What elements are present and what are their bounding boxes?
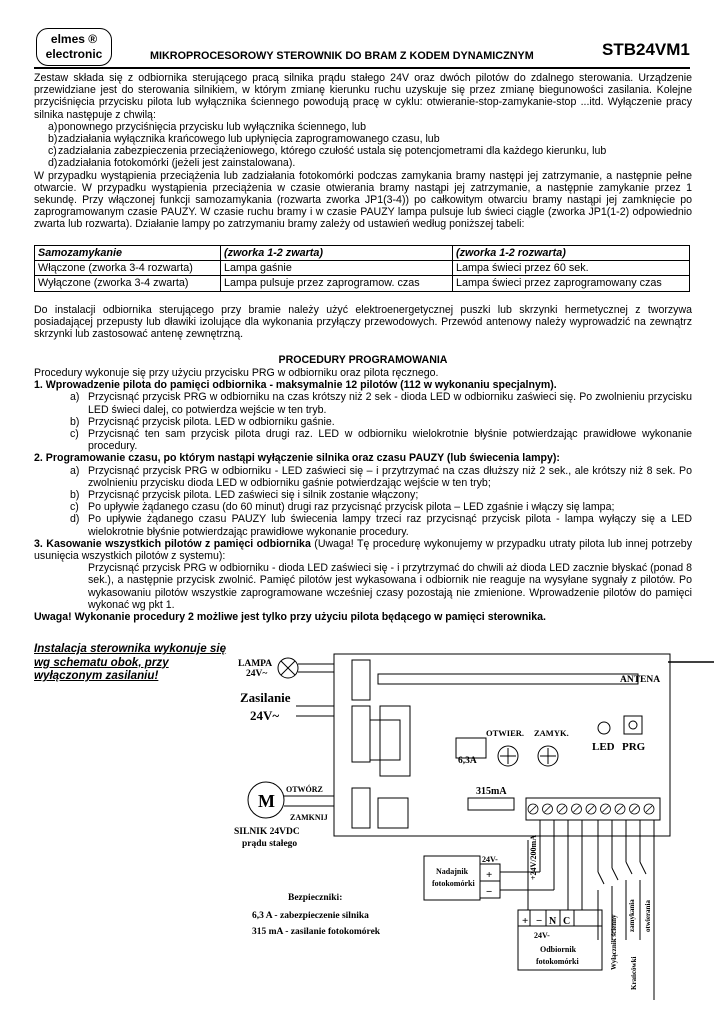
board-strip	[378, 674, 638, 684]
rx-label-1: Odbiornik	[540, 945, 577, 954]
fuse-6a3	[456, 738, 486, 758]
step-3-heading	[34, 538, 692, 562]
intro-paragraph-1: Zestaw składa się z odbiornika sterującego pracą silnika prądu stałego 24V oraz dwóch pilotów do zdalnego sterowania. Urządzenie przewidziane jest do sterowania silnikiem, w którym zmianę kierunku ruchu uzyskuje się przez zmianę biegunowości zasilania. Kolejne przyciśnięcia przycisku pilota lub wyłącznika ściennego powodują pracę w cyklu: otwieranie-stop-zamykanie-stop ...itd. Wyłączenie pracy silnika następuje z chwilą:	[34, 72, 692, 121]
wall-switch-label: Wyłącznik ścienny	[610, 914, 618, 970]
photocell-supply-label: +24V/200mA	[529, 835, 538, 880]
list-item: c) zadziałania zabezpieczenia przeciążeniowego, którego czułość ustala się potencjometrami dla każdego kierunku, lub	[48, 145, 607, 158]
table-cell: Lampa świeci przez 60 sek.	[453, 261, 690, 276]
table-header-row	[35, 246, 690, 261]
antenna-label: ANTENA	[620, 675, 661, 685]
list-item: b) Przycisnąć przycisk pilota. LED w odbiorniku gaśnie.	[70, 415, 335, 428]
product-code: STB24VM1	[602, 40, 690, 59]
header-rule	[34, 67, 690, 69]
table-header-cell: (zworka 1-2 zwarta)	[221, 246, 453, 261]
table-header-cell: (zworka 1-2 rozwarta)	[453, 246, 690, 261]
list-item: d) zadziałania fotokomórki (jeżeli jest zainstalowana).	[48, 157, 296, 170]
motor-close-label: ZAMKNIJ	[290, 813, 328, 822]
prg-button	[624, 716, 642, 734]
step-1-title: 1. Wprowadzenie pilota do pamięci odbiornika - maksymalnie 12 pilotów (112 w wykonaniu specjalnym).	[34, 379, 557, 392]
rx-c: C	[563, 916, 571, 927]
step-3-title: 3. Kasowanie wszystkich pilotów z pamięci odbiornika	[34, 537, 311, 550]
limit-open-label: otwierania	[644, 900, 652, 932]
board-component	[378, 798, 408, 828]
rx-plus: +	[522, 915, 529, 927]
lamp-label: LAMPA	[238, 659, 273, 669]
procedures-title: PROCEDURY PROGRAMOWANIA	[278, 354, 448, 366]
motor-open-label: OTWÓRZ	[286, 785, 323, 794]
tx-voltage: 24V-	[482, 855, 498, 864]
fuses-line-1: 6,3 A - zabezpieczenie silnika	[252, 911, 369, 921]
step-3-note: (Uwaga! Tę procedurę wykonujemy w przypadku utraty pilota lub innej potrzeby usunięcia wszystkich pilotów z systemu):	[34, 537, 692, 563]
fuses-line-2: 315 mA - zasilanie fotokomórek	[252, 927, 381, 937]
board-component	[352, 660, 370, 700]
tx-label-2: fotokomórki	[432, 879, 475, 888]
lamp-voltage: 24V~	[246, 669, 268, 679]
board-component	[370, 720, 400, 760]
fuse1-label: 6,3A	[458, 756, 477, 766]
motor-label-1: SILNIK 24VDC	[234, 827, 300, 837]
rx-label-2: fotokomórki	[536, 957, 579, 966]
motor-label-2: prądu stałego	[242, 839, 298, 849]
table-cell: Włączone (zworka 3-4 rozwarta)	[35, 261, 221, 276]
step-3-body: Przycisnąć przycisk PRG w odbiorniku - dioda LED zaświeci się - i przytrzymać do chwili aż dioda LED zacznie błyskać (ponad 8 sek.), a następnie przycisk zwolnić. Pamięć pilotów jest wykasowana i odbiornik nie reaguje na wysyłane sygnały z pilotów. Po wykasowaniu pilotów wszystkie zaprogramowane wcześniej czasy pozostają nie zmienione. Wprowadzenie pilotów do pamięci wykonać wg pkt 1.	[88, 562, 692, 611]
table-cell: Lampa świeci przez zaprogramowany czas	[453, 276, 690, 291]
list-item: b) zadziałania wyłącznika krańcowego lub upłynięcia zaprogramowanego czasu, lub	[48, 133, 440, 146]
relay-block	[380, 706, 410, 776]
list-item: a) ponownego przyciśnięcia przycisku lub wyłącznika ściennego, lub	[48, 120, 366, 133]
procedures-intro: Procedury wykonuje się przy użyciu przycisku PRG w odbiorniku oraz pilota ręcznego.	[34, 367, 439, 379]
board-component	[352, 788, 370, 828]
logo-line-1: elmes ®	[50, 32, 98, 46]
limit-switches-label: Krańcówki	[630, 956, 638, 990]
list-item: d) Po upływie żądanego czasu PAUZY lub świecenia lampy trzeci raz przycisnąć przycisk pilota - lampa wyłączy się a LED wielokrotnie błyśnie potwierdzając prawidłowe wykonanie procedury.	[70, 513, 692, 538]
rx-n: N	[549, 916, 557, 927]
list-item: c) Przycisnąć ten sam przycisk pilota drugi raz. LED w odbiorniku wielokrotnie błyśnie potwierdzając prawidłowe wykonanie procedury.	[70, 428, 692, 453]
led-indicator	[598, 722, 610, 734]
table-cell: Lampa gaśnie	[221, 261, 453, 276]
terminal-screws	[528, 804, 654, 814]
fuse-315ma	[468, 798, 514, 810]
led-label: LED	[592, 741, 615, 753]
tx-minus: −	[486, 886, 493, 898]
install-note: Instalacja sterownika wykonuje się wg schematu obok, przy wyłączonym zasilaniu!	[34, 642, 227, 682]
table-header-cell: Samozamykanie	[35, 246, 221, 261]
tx-plus: +	[486, 869, 493, 881]
motor-letter: M	[258, 791, 275, 811]
step-2-title: 2. Programowanie czasu, po którym nastąpi wyłączenie silnika oraz czasu PAUZY (lub świecenia lampy):	[34, 452, 560, 465]
fuse2-label: 315mA	[476, 786, 507, 797]
step-1-list	[34, 391, 692, 452]
table-cell: Lampa pulsuje przez zaprogramow. czas	[221, 276, 453, 291]
list-item: a) Przycisnąć przycisk PRG w odbiorniku na czas krótszy niż 2 sek - dioda LED w odbiorniku zaświeci się. Po zwolnieniu przycisku LED świeci dalej, co potwierdza wejście w ten tryb.	[70, 391, 692, 416]
supply-label: Zasilanie	[240, 690, 291, 705]
supply-voltage: 24V~	[250, 708, 280, 723]
rx-minus: −	[536, 915, 543, 927]
tx-label-1: Nadajnik	[436, 867, 469, 876]
wiring-diagram	[0, 640, 724, 1024]
limit-close-label: zamykania	[628, 899, 636, 932]
rx-voltage: 24V-	[534, 931, 550, 940]
lamp-mode-table	[34, 245, 690, 292]
open-trimmer-label: OTWIER.	[486, 728, 525, 738]
close-trimmer-label: ZAMYK.	[534, 728, 569, 738]
table-row	[35, 261, 690, 276]
procedures-section	[34, 367, 692, 623]
prg-label: PRG	[622, 741, 646, 753]
table-cell: Wyłączone (zworka 3-4 zwarta)	[35, 276, 221, 291]
board-component	[352, 706, 370, 762]
company-logo	[36, 28, 112, 66]
table-row	[35, 276, 690, 291]
fuses-title: Bezpieczniki:	[288, 893, 343, 903]
intro-section	[34, 72, 692, 231]
stop-conditions-list	[34, 121, 692, 170]
photocell-transmitter	[424, 856, 480, 900]
terminal-strip	[526, 798, 660, 820]
warning-note: Uwaga! Wykonanie procedury 2 możliwe jest tylko przy użyciu pilota będącego w pamięci sterownika.	[34, 611, 546, 624]
document-title: MIKROPROCESOROWY STEROWNIK DO BRAM Z KODEM DYNAMICZNYM	[150, 50, 534, 62]
intro-paragraph-2: W przypadku wystąpienia przeciążenia lub zadziałania fotokomórki podczas zamykania bramy następi jej zatrzymanie, a następnie pełne otwarcie. W przypadku wystąpienia przeciążenia w czasie otwierania bramy nastąpi jej zatrzymanie, a następnie zamykanie przez 1 sekundę. Przy włączonej funkcji samozamykania (rozwarta zworka JP1(3-4)) po całkowitym otwarciu bramy nastąpi jej zamknięcie po zaprogramowanym czasie PAUZY. W czasie ruchu bramy i w czasie PAUZY lampa pulsuje lub świeci ciągle (zworka JP1(1-2) odpowiednio zwarta lub rozwarta). Działanie lampy po zatrzymaniu bramy zależy od ustawień według poniższej tabeli:	[34, 169, 692, 231]
step-2-list	[34, 465, 692, 538]
list-item: b) Przycisnąć przycisk pilota. LED zaświeci się i silnik zostanie włączony;	[70, 489, 419, 502]
list-item: a) Przycisnąć przycisk PRG w odbiorniku - LED zaświeci się – i przytrzymać na czas dłuższy niż 2 sek., ale krótszy niż 8 sek. Po zwolnieniu przycisku dioda LED w odbiorniku gaśnie potwierdzając wejście w ten tryb;	[70, 464, 692, 489]
installation-paragraph: Do instalacji odbiornika sterującego przy bramie należy użyć elektroenergetycznej puszki lub skrzynki hermetycznej z tworzywa posiadającej przepusty lub dławiki izolujące dla wykonania przyłączy przewodowych. Przewód antenowy należy wyprowadzić na zewnątrz skrzynki lub zastosować antenę zewnętrzną.	[34, 304, 692, 341]
logo-line-2: electronic	[45, 47, 103, 61]
list-item: c) Po upływie żądanego czasu (do 60 minut) drugi raz przycisnąć przycisk pilota – LED zgaśnie i włączy się lampa;	[70, 501, 615, 514]
